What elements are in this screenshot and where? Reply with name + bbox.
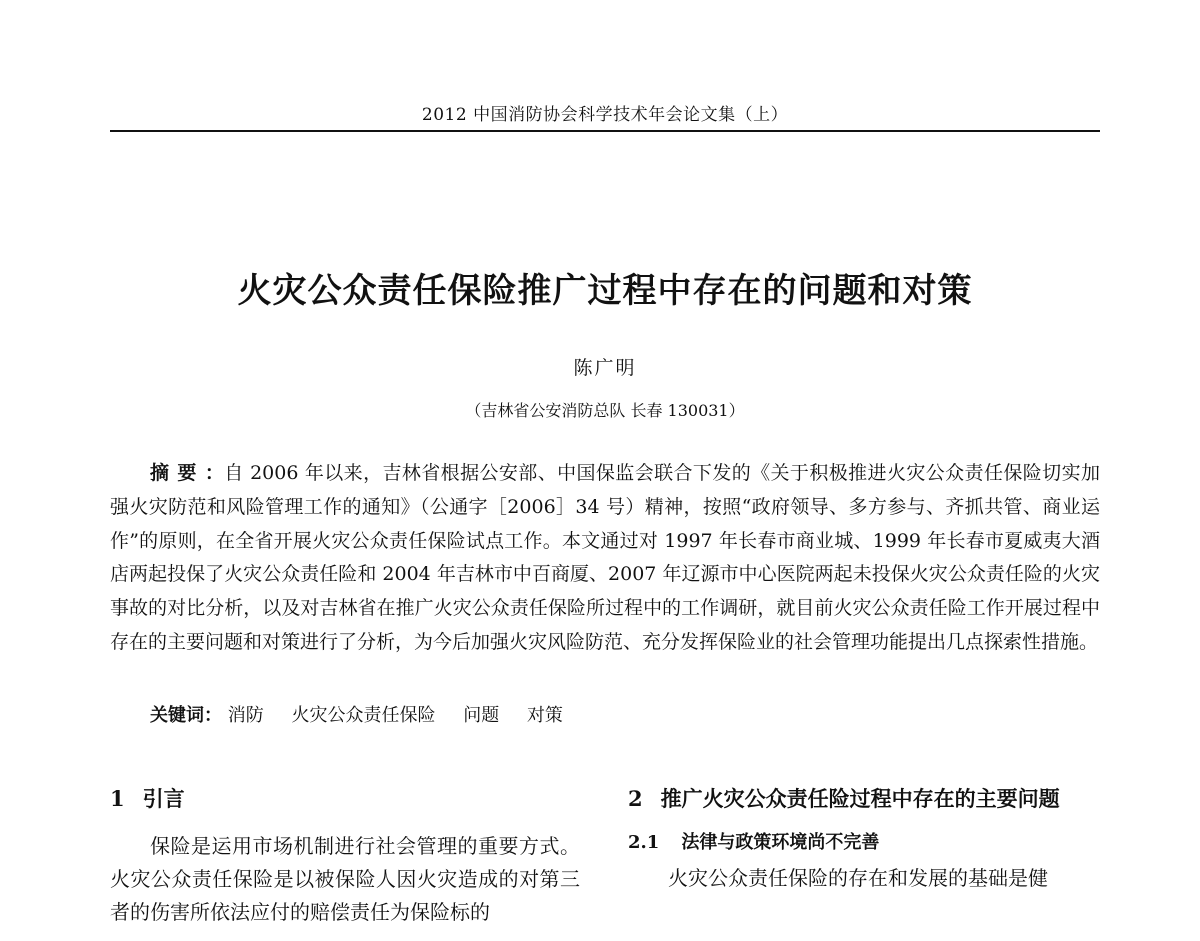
section-1-number: 1: [110, 786, 125, 811]
keywords-label: 关键词：: [150, 705, 222, 726]
abstract: [110, 457, 1100, 660]
abstract-text: 自 2006 年以来，吉林省根据公安部、中国保监会联合下发的《关于积极推进火灾公众责任保险切实加强火灾防范和风险管理工作的通知》（公通字［2006］34 号）精神，按照“政府领导、多方参与、齐抓共管、商业运作”的原则，在全省开展火灾公众责任保险试点工作。本文通过对 1997 年长春市商业城、1999 年长春市夏威夷大酒店两起投保了火灾公众责任险和 2004 年吉林市中百商厦、2007 年辽源市中心医院两起未投保火灾公众责任险的火灾事故的对比分析，以及对吉林省在推广火灾公众责任保险所过程中的工作调研，就目前火灾公众责任险工作开展过程中存在的主要问题和对策进行了分析，为今后加强火灾风险防范、充分发挥保险业的社会管理功能提出几点探索性措施。: [110, 462, 1100, 653]
section-2-paragraph: 火灾公众责任保险的存在和发展的基础是健: [668, 866, 1048, 890]
right-column: [628, 782, 1098, 895]
section-2-heading: [628, 782, 1098, 816]
abstract-label: 摘要: [150, 462, 205, 484]
keywords: [150, 701, 585, 727]
paper-title: 火灾公众责任保险推广过程中存在的问题和对策: [237, 271, 973, 311]
abstract-label-colon: ：: [204, 462, 225, 484]
left-column: [110, 782, 580, 929]
author-name: 陈广明: [573, 357, 637, 379]
subsection-2-1-number: 2.1: [628, 832, 660, 853]
section-2-number: 2: [628, 786, 643, 811]
section-1-paragraph: 保险是运用市场机制进行社会管理的重要方式。火灾公众责任保险是以被保险人因火灾造成的对第三者的伤害所依法应付的赔偿责任为保险标的: [110, 834, 580, 924]
keyword-item: 消防: [227, 705, 264, 726]
keyword-item: 对策: [526, 705, 563, 726]
section-2-title: 推广火灾公众责任险过程中存在的主要问题: [660, 787, 1060, 811]
keyword-item: 火灾公众责任保险: [291, 705, 436, 726]
header-rule: [110, 130, 1100, 132]
subsection-2-1-heading: [628, 828, 1098, 858]
section-1-title: 引言: [142, 787, 185, 811]
subsection-2-1-title: 法律与政策环境尚不完善: [681, 832, 880, 853]
author-affiliation: （吉林省公安消防总队 长春 130031）: [465, 401, 745, 420]
section-1-heading: [110, 782, 580, 816]
running-header: 2012 中国消防协会科学技术年会论文集（上）: [421, 105, 789, 125]
keyword-item: 问题: [463, 705, 500, 726]
